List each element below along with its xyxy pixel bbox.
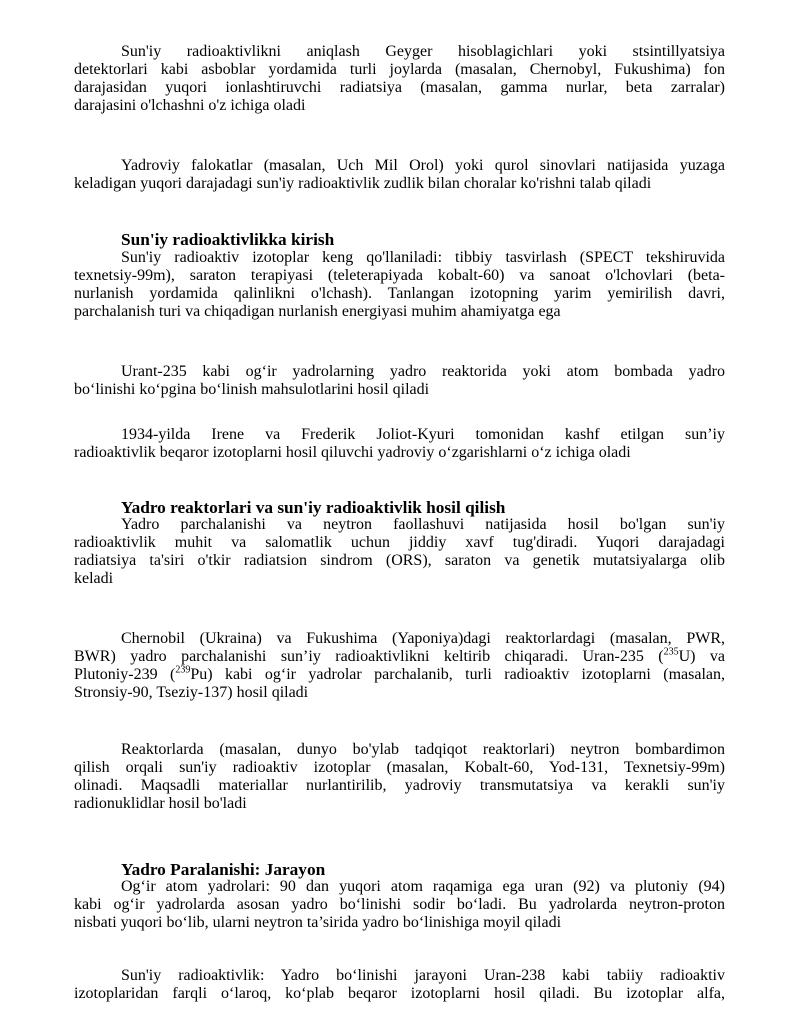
text-line: keladi bbox=[74, 570, 114, 587]
text-line: Yadro parchalanishi va neytron faollashuvi natijasida hosil bo'lgan sun'iy bbox=[121, 516, 725, 533]
text-line: Yadroviy falokatlar (masalan, Uch Mil Orol) yoki qurol sinovlari natijasida yuzaga bbox=[121, 157, 725, 174]
text-line: qilish orqali sun'iy radioaktiv izotoplar (masalan, Kobalt-60, Yod-131, Texnetsiy-99m) bbox=[74, 759, 725, 776]
paragraph-neutron-bombardment bbox=[74, 741, 725, 813]
text-line: Sun'iy radioaktivlikni aniqlash Geyger hisoblagichlari yoki stsintillyatsiya bbox=[121, 43, 725, 60]
text-line: darajasidan yuqori ionlashtiruvchi radiatsiya (masalan, gamma nurlar, beta zarralar) bbox=[74, 79, 725, 96]
text-line: parchalanish turi va chiqadigan nurlanish energiyasi muhim ahamiyatga ega bbox=[74, 303, 561, 320]
text-line: izotoplaridan farqli o‘laroq, ko‘plab beqaror izotoplarni hosil qiladi. Bu izotoplar alfa, bbox=[74, 985, 725, 1002]
paragraph-reactor-fission bbox=[74, 630, 725, 702]
text-line: Og‘ir atom yadrolari: 90 dan yuqori atom raqamiga ega uran (92) va plutoniy (94) bbox=[121, 878, 725, 895]
text-line: radionuklidlar hosil bo'ladi bbox=[74, 795, 247, 812]
text-line: bo‘linishi ko‘pgina bo‘linish mahsulotlarini hosil qiladi bbox=[74, 381, 430, 398]
text-line: Sun'iy radioaktiv izotoplar keng qo'llaniladi: tibbiy tasvirlash (SPECT tekshiruvida bbox=[121, 249, 725, 266]
paragraph-nuclear-disasters bbox=[74, 157, 725, 193]
paragraph-heavy-nuclei-fission bbox=[74, 363, 725, 399]
text-line: Urant-235 kabi og‘ir yadrolarning yadro reaktorida yoki atom bombada yadro bbox=[121, 363, 725, 380]
paragraph-radioactivity-detection bbox=[74, 43, 725, 115]
text-line: Plutoniy-239 ($^{239}$Pu) kabi og‘ir yadrolar parchalanib, turli radioaktiv izotoplarni (masalan, bbox=[74, 664, 726, 683]
text-line: Reaktorlarda (masalan, dunyo bo'ylab tadqiqot reaktorlari) neytron bombardimon bbox=[121, 741, 725, 758]
paragraph-joliot-curie-discovery bbox=[74, 426, 725, 462]
paragraph-isotope-applications bbox=[74, 249, 725, 321]
paragraph-health-risks bbox=[74, 516, 725, 588]
text-line: BWR) yadro parchalanishi sun’iy radioaktivlikni keltirib chiqaradi. Uran-235 ($^{235}$U) va bbox=[74, 646, 725, 665]
text-line: detektorlari kabi asboblar yordamida turli joylarda (masalan, Chernobyl, Fukushima) fon bbox=[74, 61, 725, 78]
section-heading: Sun'iy radioaktivlikka kirish bbox=[121, 230, 335, 249]
text-line: nisbati yuqori bo‘lib, ularni neytron ta’sirida yadro bo‘linishiga moyil qiladi bbox=[74, 914, 562, 931]
text-line: darajasini o'lchashni o'z ichiga oladi bbox=[74, 97, 306, 114]
text-line: radioaktivlik muhit va salomatlik uchun jiddiy xavf tug'diradi. Yuqori darajadagi bbox=[74, 534, 725, 551]
text-line: 1934-yilda Irene va Frederik Joliot-Kyuri tomonidan kashf etilgan sun’iy bbox=[121, 426, 725, 443]
section-heading: Yadro Paralanishi: Jarayon bbox=[121, 860, 326, 879]
paragraph-fission-process bbox=[74, 967, 725, 1003]
text-line: Stronsiy-90, Tseziy-137) hosil qiladi bbox=[74, 684, 309, 701]
text-line: Chernobil (Ukraina) va Fukushima (Yaponiya)dagi reaktorlardagi (masalan, PWR, bbox=[121, 630, 725, 647]
text-line: radioaktivlik beqaror izotoplarni hosil qiluvchi yadroviy o‘zgarishlarni o‘z ichiga oladi bbox=[74, 444, 631, 461]
text-line: radiatsiya ta'siri o'tkir radiatsion sindrom (ORS), saraton va genetik mutatsiyalarga olib bbox=[74, 552, 725, 569]
section-heading: Yadro reaktorlari va sun'iy radioaktivlik hosil qilish bbox=[121, 498, 506, 517]
text-line: Sun'iy radioaktivlik: Yadro bo‘linishi jarayoni Uran-238 kabi tabiiy radioaktiv bbox=[121, 967, 725, 984]
text-line: kabi og‘ir yadrolarda asosan yadro bo‘linishi sodir bo‘ladi. Bu yadrolarda neytron-proton bbox=[74, 896, 725, 913]
paragraph-heavy-atomic-nuclei bbox=[74, 878, 725, 932]
text-line: keladigan yuqori darajadagi sun'iy radioaktivlik zudlik bilan choralar ko'rishni talab qiladi bbox=[74, 175, 652, 192]
text-line: olinadi. Maqsadli materiallar nurlantirilib, yadroviy transmutatsiya va kerakli sun'iy bbox=[74, 777, 725, 794]
text-line: texnetsiy-99m), saraton terapiyasi (teleterapiyada kobalt-60) va sanoat o'lchovlari (beta- bbox=[74, 267, 725, 284]
text-line: nurlanish yordamida qalinlikni o'lchash). Tanlangan izotopning yarim yemirilish davri, bbox=[74, 285, 725, 302]
